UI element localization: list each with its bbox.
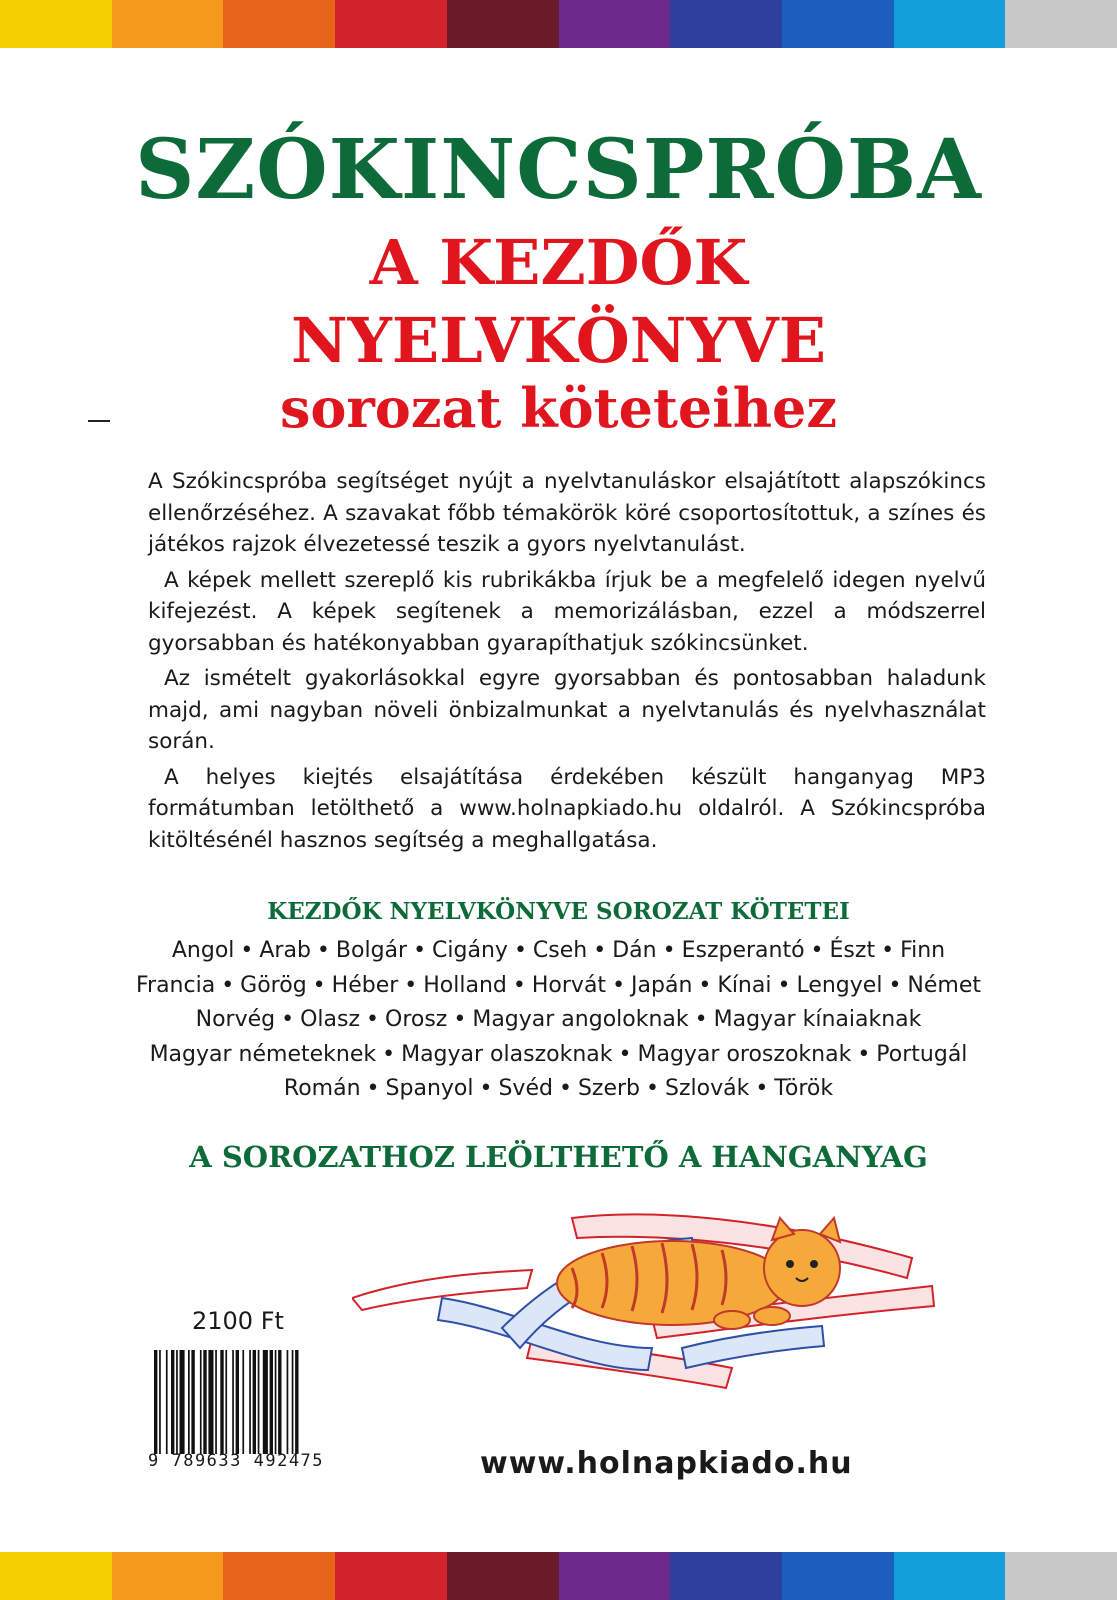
stripe-segment <box>1005 1552 1117 1600</box>
barcode-bar <box>154 1350 157 1454</box>
series-volume: Spanyol <box>385 1076 474 1101</box>
barcode-bar <box>295 1350 298 1454</box>
isbn-digits: 9 789633 492475 <box>148 1451 325 1471</box>
description-paragraph: A helyes kiejtés elsajátítása érdekében készült hanganyag MP3 formátumban letölthető a www.holnapkiado.hu oldalról. A Szókincspróba kitöltésénél hasznos segítség a meghallgatása. <box>148 764 986 853</box>
series-volume: Cigány <box>432 938 508 963</box>
barcode-bar <box>176 1350 178 1454</box>
series-volume: Dán <box>612 938 657 963</box>
stripe-segment <box>223 0 335 48</box>
bullet-separator: • <box>558 1076 572 1101</box>
description-text <box>148 466 986 860</box>
series-volume: Orosz <box>385 1007 448 1032</box>
bullet-separator: • <box>810 938 824 963</box>
bottom-color-stripe <box>0 1552 1117 1600</box>
series-heading: KEZDŐK NYELVKÖNYVE SOROZAT KÖTETEI <box>267 898 850 925</box>
series-line <box>120 1003 997 1038</box>
series-volume: Szerb <box>577 1076 640 1101</box>
series-volume: Szlovák <box>664 1076 750 1101</box>
barcode-bar <box>253 1350 256 1454</box>
barcode-bar <box>249 1350 251 1454</box>
bullet-separator: • <box>382 1041 396 1067</box>
series-volume: Olasz <box>300 1007 361 1032</box>
series-volume: Lengyel <box>796 972 883 998</box>
barcode-bar <box>180 1350 185 1454</box>
barcode-bar <box>188 1350 190 1454</box>
barcode-bar <box>287 1350 289 1454</box>
stripe-segment <box>782 0 894 48</box>
stripe-segment <box>223 1552 335 1600</box>
bullet-separator: • <box>662 938 676 963</box>
series-volume: Török <box>774 1076 834 1101</box>
bullet-separator: • <box>888 972 902 998</box>
bullet-separator: • <box>366 1076 380 1101</box>
barcode-bar <box>171 1350 174 1454</box>
series-volume: Francia <box>135 972 216 998</box>
bullet-separator: • <box>366 1007 379 1032</box>
barcode-bar <box>236 1350 239 1454</box>
stripe-segment <box>447 1552 559 1600</box>
series-volume: Svéd <box>498 1076 553 1101</box>
barcode-bar <box>242 1350 244 1454</box>
barcode-bar <box>208 1350 213 1454</box>
bullet-separator: • <box>857 1041 871 1067</box>
series-volume: Héber <box>331 972 399 998</box>
cat-on-ribbon-illustration <box>352 1198 942 1398</box>
bullet-separator: • <box>698 972 712 998</box>
download-notice: A SOROZATHOZ LEÖLTHETŐ A HANGANYAG <box>189 1140 928 1174</box>
bullet-separator: • <box>512 972 526 998</box>
bullet-separator: • <box>593 938 607 963</box>
series-volume: Cseh <box>532 938 588 963</box>
bullet-separator: • <box>281 1007 295 1032</box>
bullet-separator: • <box>240 938 254 963</box>
series-volume-list <box>120 934 997 1107</box>
series-volume: Angol <box>171 938 235 963</box>
book-title: SZÓKINCSPRÓBA <box>135 122 982 218</box>
margin-dash <box>88 420 110 422</box>
series-volume: Német <box>907 972 982 998</box>
barcode-bar <box>232 1350 234 1454</box>
series-volume: Magyar kínaiaknak <box>713 1007 922 1032</box>
series-volume: Japán <box>631 972 693 998</box>
bullet-separator: • <box>316 938 330 963</box>
stripe-segment <box>559 1552 671 1600</box>
stripe-segment <box>670 1552 782 1600</box>
barcode-bar <box>225 1350 227 1454</box>
series-volume: Bolgár <box>335 938 408 963</box>
series-volume: Görög <box>240 972 307 998</box>
barcode-bar <box>270 1350 273 1454</box>
bullet-separator: • <box>646 1076 659 1101</box>
series-volume: Finn <box>900 938 946 963</box>
stripe-segment <box>782 1552 894 1600</box>
barcode-bar <box>191 1350 194 1454</box>
stripe-segment <box>112 0 224 48</box>
barcode-bar <box>275 1350 277 1454</box>
publisher-website: www.holnapkiado.hu <box>480 1446 853 1481</box>
top-color-stripe <box>0 0 1117 48</box>
isbn-barcode <box>154 1350 344 1454</box>
barcode-bar <box>166 1350 168 1454</box>
stripe-segment <box>0 1552 112 1600</box>
stripe-segment <box>894 0 1006 48</box>
series-volume: Norvég <box>195 1007 276 1032</box>
bullet-separator: • <box>777 972 791 998</box>
series-volume: Eszperantó <box>681 938 805 963</box>
stripe-segment <box>0 0 112 48</box>
series-volume: Észt <box>829 938 876 963</box>
barcode-bar <box>200 1350 202 1454</box>
barcode-bar <box>220 1350 223 1454</box>
series-volume: Magyar németeknek <box>149 1041 377 1067</box>
series-volume: Magyar angoloknak <box>472 1007 689 1032</box>
stripe-segment <box>447 0 559 48</box>
barcode-bar <box>215 1350 217 1454</box>
bullet-separator: • <box>312 972 326 998</box>
series-line <box>120 1072 997 1107</box>
bullet-separator: • <box>404 972 418 998</box>
bullet-separator: • <box>694 1007 708 1032</box>
subtitle-line-3: sorozat köteteihez <box>279 376 838 440</box>
series-line <box>120 1038 997 1073</box>
bullet-separator: • <box>755 1076 769 1101</box>
stripe-segment <box>112 1552 224 1600</box>
stripe-segment <box>559 0 671 48</box>
stripe-segment <box>1005 0 1117 48</box>
bullet-separator: • <box>479 1076 493 1101</box>
bullet-separator: • <box>618 1041 632 1067</box>
barcode-bar <box>159 1350 161 1454</box>
price-label: 2100 Ft <box>192 1307 284 1335</box>
series-volume: Román <box>283 1076 361 1101</box>
subtitle-line-2: NYELVKÖNYVE <box>290 304 827 377</box>
barcode-bar <box>263 1350 268 1454</box>
series-volume: Arab <box>259 938 311 963</box>
description-paragraph: A Szókincspróba segítséget nyújt a nyelvtanuláskor elsajátított alapszókincs ellenőrzéséhez. A szavakat főbb témakörök köré csoportosítottuk, a színes és játékos rajzok élvezetessé teszik a gyors nyelvtanulást. <box>148 469 986 557</box>
series-volume: Portugál <box>876 1041 968 1067</box>
stripe-segment <box>894 1552 1006 1600</box>
barcode-bar <box>258 1350 260 1454</box>
series-line <box>120 969 997 1004</box>
series-volume: Horvát <box>531 972 607 998</box>
description-paragraph: Az ismételt gyakorlásokkal egyre gyorsabban és pontosabban haladunk majd, ami nagyban növeli önbizalmunkat a nyelvtanulás és nyelvhasználat során. <box>148 666 986 754</box>
barcode-bar <box>292 1350 294 1454</box>
series-line <box>120 934 997 969</box>
series-volume: Holland <box>423 972 507 998</box>
barcode-bar <box>203 1350 206 1454</box>
bullet-separator: • <box>413 938 427 963</box>
bullet-separator: • <box>881 938 895 963</box>
bullet-separator: • <box>612 972 626 998</box>
series-volume: Kínai <box>717 972 772 998</box>
description-paragraph: A képek mellett szereplő kis rubrikákba írjuk be a megfelelő idegen nyelvű kifejezést. A képek segítenek a memorizálásban, ezzel a módszerrel gyorsabban és hatékonyabban gyarapíthatjuk szókincsünket. <box>148 567 986 656</box>
stripe-segment <box>670 0 782 48</box>
subtitle-line-1: A KEZDŐK <box>369 226 748 299</box>
series-volume: Magyar oroszoknak <box>637 1041 852 1067</box>
stripe-segment <box>335 0 447 48</box>
bullet-separator: • <box>221 972 235 998</box>
bullet-separator: • <box>513 938 527 963</box>
series-volume: Magyar olaszoknak <box>401 1041 613 1067</box>
stripe-segment <box>335 1552 447 1600</box>
bullet-separator: • <box>453 1007 467 1032</box>
barcode-bar <box>278 1350 281 1454</box>
